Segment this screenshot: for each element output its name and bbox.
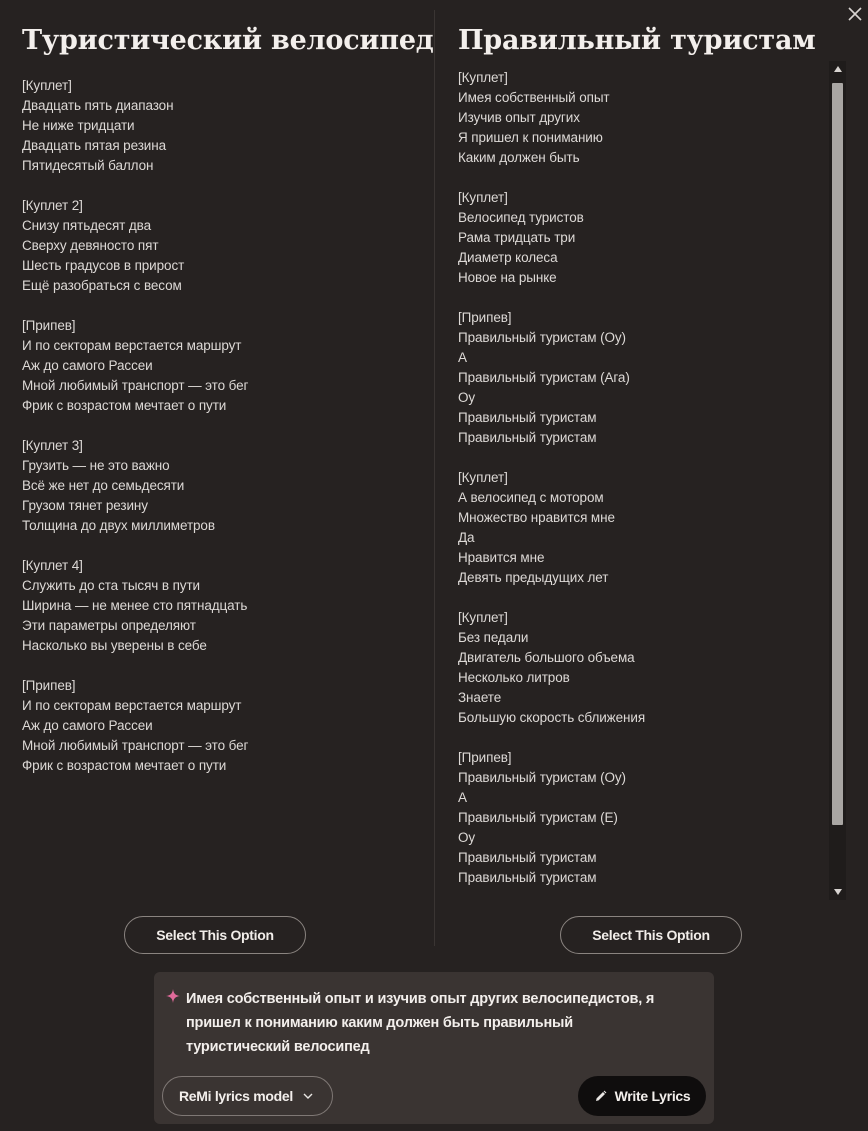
lyrics-line: Я пришел к пониманию <box>458 130 603 145</box>
lyrics-line: Двадцать пять диапазон <box>22 98 174 113</box>
lyrics-line: Фрик с возрастом мечтает о пути <box>22 398 227 413</box>
lyrics-spacer <box>22 656 422 676</box>
lyrics-line: Да <box>458 530 475 545</box>
lyrics-line: Большую скорость сближения <box>458 710 646 725</box>
lyrics-spacer <box>458 288 823 308</box>
lyrics-line: Аж до самого Рассеи <box>22 718 153 733</box>
lyrics-text <box>22 76 422 776</box>
lyrics-option-1 <box>22 0 434 776</box>
sparkle-icon <box>166 989 180 1003</box>
lyrics-line: Грузить — не это важно <box>22 458 170 473</box>
lyrics-spacer <box>22 296 422 316</box>
lyrics-line: [Куплет] <box>458 190 508 205</box>
lyrics-line: И по секторам верстается маршрут <box>22 698 242 713</box>
lyrics-line: Снизу пятьдесят два <box>22 218 152 233</box>
lyrics-line: Правильный туристам <box>458 870 597 885</box>
lyrics-line: Оу <box>458 830 476 845</box>
lyrics-line: [Куплет] <box>458 70 508 85</box>
lyrics-line: Не ниже тридцати <box>22 118 135 133</box>
lyrics-line: Шесть градусов в прирост <box>22 258 185 273</box>
lyrics-spacer <box>458 588 823 608</box>
lyrics-line: Велосипед туристов <box>458 210 584 225</box>
lyrics-line: Оу <box>458 390 476 405</box>
lyrics-line: [Куплет] <box>458 610 508 625</box>
lyrics-line: Мной любимый транспорт — это бег <box>22 378 249 393</box>
lyrics-spacer <box>458 728 823 748</box>
lyrics-line: [Припев] <box>458 310 512 325</box>
select-option-1-button[interactable]: Select This Option <box>124 916 306 954</box>
lyrics-line: Правильный туристам <box>458 850 597 865</box>
lyrics-line: [Куплет] <box>22 78 72 93</box>
lyrics-line: Множество нравится мне <box>458 510 615 525</box>
lyrics-spacer <box>22 536 422 556</box>
lyrics-line: Всё же нет до семьдесяти <box>22 478 185 493</box>
lyrics-option-2 <box>458 0 823 888</box>
prompt-text[interactable]: Имея собственный опыт и изучив опыт других велосипедистов, я пришел к пониманию каким должен быть правильный туристический велосипед <box>186 991 655 1055</box>
lyrics-spacer <box>22 176 422 196</box>
lyrics-spacer <box>458 448 823 468</box>
model-select-label: ReMi lyrics model <box>179 1088 293 1104</box>
lyrics-line: Несколько литров <box>458 670 570 685</box>
triangle-up-icon <box>834 66 842 72</box>
lyrics-line: А <box>458 790 467 805</box>
pencil-icon <box>594 1090 607 1103</box>
close-icon <box>847 6 863 22</box>
lyrics-line: Толщина до двух миллиметров <box>22 518 215 533</box>
lyrics-line: Сверху девяносто пят <box>22 238 159 253</box>
lyrics-line: [Куплет] <box>458 470 508 485</box>
lyrics-line: [Куплет 2] <box>22 198 83 213</box>
lyrics-line: Насколько вы уверены в себе <box>22 638 207 653</box>
select-option-2-button[interactable]: Select This Option <box>560 916 742 954</box>
scroll-down-button[interactable] <box>829 884 846 900</box>
lyrics-line: Фрик с возрастом мечтает о пути <box>22 758 227 773</box>
lyrics-line: А велосипед с мотором <box>458 490 604 505</box>
lyrics-line: Эти параметры определяют <box>22 618 196 633</box>
lyrics-line: [Куплет 3] <box>22 438 83 453</box>
lyrics-line: Девять предыдущих лет <box>458 570 609 585</box>
lyrics-line: Мной любимый транспорт — это бег <box>22 738 249 753</box>
lyrics-line: Ещё разобраться с весом <box>22 278 182 293</box>
lyrics-line: Правильный туристам (Ага) <box>458 370 630 385</box>
chevron-down-icon <box>303 1093 313 1099</box>
column-divider <box>434 10 435 946</box>
lyrics-line: Двигатель большого объема <box>458 650 635 665</box>
lyrics-line: Правильный туристам <box>458 430 597 445</box>
lyrics-line: [Припев] <box>22 318 76 333</box>
lyrics-line: И по секторам верстается маршрут <box>22 338 242 353</box>
lyrics-line: Знаете <box>458 690 502 705</box>
lyrics-spacer <box>22 416 422 436</box>
lyrics-line: [Припев] <box>22 678 76 693</box>
close-button[interactable] <box>844 3 866 25</box>
lyrics-line: Двадцать пятая резина <box>22 138 166 153</box>
lyrics-line: Рама тридцать три <box>458 230 576 245</box>
lyrics-text <box>458 68 823 888</box>
option-title: Туристический велосипед <box>22 25 434 56</box>
lyrics-line: Диаметр колеса <box>458 250 558 265</box>
triangle-down-icon <box>834 889 842 895</box>
lyrics-line: Грузом тянет резину <box>22 498 148 513</box>
write-lyrics-button[interactable] <box>578 1076 706 1116</box>
option-title: Правильный туристам <box>458 25 816 56</box>
lyrics-line: Имея собственный опыт <box>458 90 610 105</box>
lyrics-line: [Припев] <box>458 750 512 765</box>
lyrics-scrollbar[interactable] <box>829 61 846 900</box>
model-select[interactable] <box>162 1076 333 1116</box>
lyrics-line: Служить до ста тысяч в пути <box>22 578 200 593</box>
lyrics-line: Аж до самого Рассеи <box>22 358 153 373</box>
lyrics-line: Правильный туристам (Е) <box>458 810 618 825</box>
lyrics-line: А <box>458 350 467 365</box>
lyrics-line: [Куплет 4] <box>22 558 83 573</box>
lyrics-line: Новое на рынке <box>458 270 557 285</box>
lyrics-line: Правильный туристам (Оу) <box>458 330 626 345</box>
lyrics-line: Правильный туристам (Оу) <box>458 770 626 785</box>
lyrics-spacer <box>458 168 823 188</box>
lyrics-line: Ширина — не менее сто пятнадцать <box>22 598 248 613</box>
lyrics-line: Без педали <box>458 630 529 645</box>
lyrics-line: Нравится мне <box>458 550 545 565</box>
write-lyrics-label: Write Lyrics <box>614 1088 691 1104</box>
lyrics-line: Пятидесятый баллон <box>22 158 154 173</box>
lyrics-line: Каким должен быть <box>458 150 580 165</box>
lyrics-line: Правильный туристам <box>458 410 597 425</box>
lyrics-line: Изучив опыт других <box>458 110 580 125</box>
scroll-up-button[interactable] <box>829 61 846 77</box>
scroll-thumb[interactable] <box>832 83 843 825</box>
prompt-panel <box>154 972 714 1124</box>
